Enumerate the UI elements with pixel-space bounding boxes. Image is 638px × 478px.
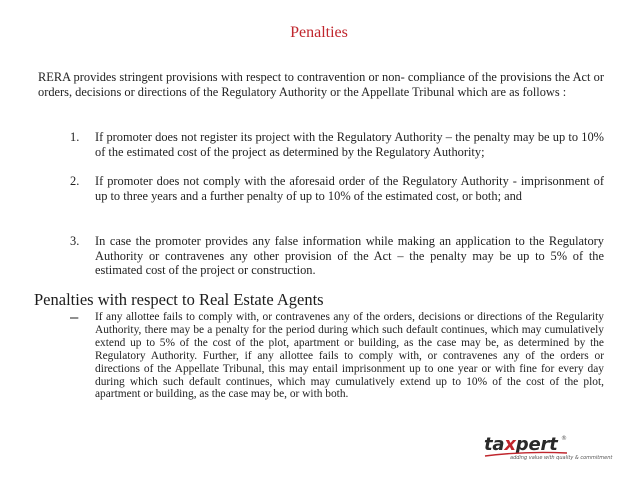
dash-bullet: – [70,309,79,326]
list-item [70,130,604,159]
slide-title: Penalties [290,24,348,41]
agents-penalty-text: If any allottee fails to comply with, or contravenes any of the orders, decisions or directions of the Regularity Authority, there may be a penalty for the period during which such default continues, which may cumulatively extend up to 5% of the cost of the plot, apartment or building, as the case may be, as determined by the Regulatory Authority. Further, if any allottee fails to comply with, or contravenes any of the orders or directions of the Appellate Tribunal, this may entail imprisonment up to one year or with fine for every day during which such default continues, which may cumulatively extend up to 10% of the cost of the plot, apartment or building, as the case may be, or with both. [95,311,604,401]
logo-tagline: adding value with quality & commitment [510,455,613,461]
agents-bullet-item [70,311,604,401]
logo-prefix: ta [484,434,505,455]
penalty-list-item-2 [70,174,604,203]
penalty-list-item-3 [70,234,604,278]
list-item [70,174,604,203]
taxpert-logo [484,434,620,464]
list-item-number: 1. [70,130,80,144]
penalty-list-item-1 [70,130,604,159]
intro-paragraph: RERA provides stringent provisions with respect to contravention or non- compliance of the provisions the Act or orders, decisions or directions of the Regulatory Authority or the Appellate Tribunal which are as follows : [38,70,604,99]
logo-x: x [504,434,516,455]
list-item-number: 2. [70,174,80,188]
list-item-text: If promoter does not comply with the aforesaid order of the Regulatory Authority - imprisonment of up to three years and a further penalty of up to 10% of the estimated cost, or both; and [95,174,604,203]
list-item-number: 3. [70,234,80,248]
logo-suffix: pert [515,434,558,455]
list-item [70,234,604,278]
list-item-text: If promoter does not register its project with the Regulatory Authority – the penalty may be up to 10% of the estimated cost of the project as determined by the Regulatory Authority; [95,130,604,159]
agents-heading: Penalties with respect to Real Estate Agents [34,290,324,309]
list-item-text: In case the promoter provides any false information while making an application to the Regulatory Authority or contravenes any other provision of the Act – the penalty may be up to 5% of the estimated cost of the project or construction. [95,234,604,277]
registered-mark: ® [561,435,567,442]
